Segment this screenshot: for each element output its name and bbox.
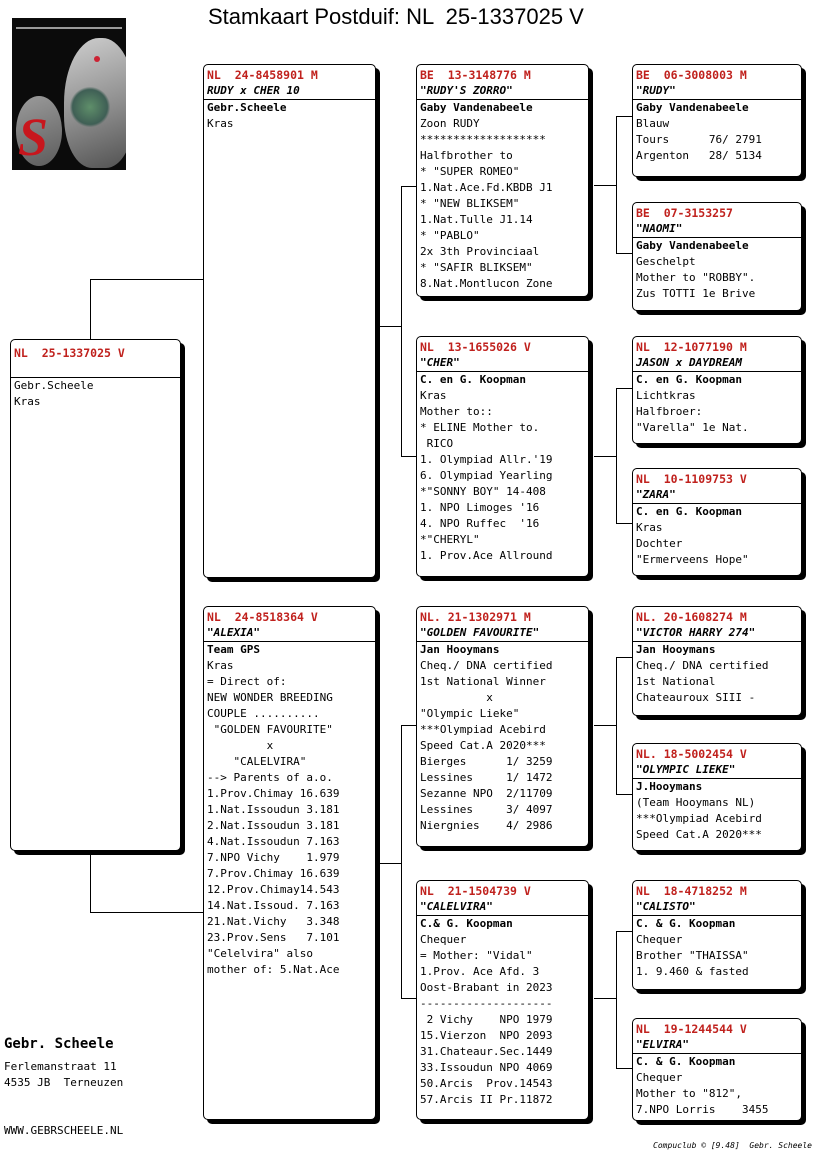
card-details <box>417 116 588 292</box>
pigeon-image <box>64 38 126 168</box>
detail-line: Chequer <box>636 933 683 946</box>
paternal-grandmother-card[interactable] <box>416 336 589 577</box>
great-grandparent-card[interactable] <box>632 1018 802 1121</box>
maternal-grandmother-card[interactable] <box>416 880 589 1120</box>
card-details <box>417 658 588 834</box>
detail-line: 1. NPO Limoges '16 <box>420 501 540 514</box>
great-grandparent-card[interactable] <box>632 64 802 177</box>
great-grandparent-card[interactable] <box>632 336 802 444</box>
detail-line: ***Olympiad Acebird <box>636 812 762 825</box>
connector <box>401 186 402 456</box>
detail-line: 14.Nat.Issoud. 7.163 <box>207 899 340 912</box>
detail-line: ***Olympiad Acebird <box>420 723 546 736</box>
connector <box>616 931 617 1068</box>
detail-line: Blauw <box>636 117 670 130</box>
owner-name: C. en G. Koopman <box>636 373 742 386</box>
detail-line: NEW WONDER BREEDING <box>207 691 333 704</box>
connector <box>616 794 633 795</box>
detail-line: -------------------- <box>420 997 553 1010</box>
detail-line: 7.NPO Vichy 1.979 <box>207 851 340 864</box>
card-details <box>417 932 588 1108</box>
club-logo <box>12 18 126 170</box>
ring-number: NL 18-4718252 M <box>636 884 747 898</box>
connector <box>616 931 633 932</box>
owner-name: C. & G. Koopman <box>636 917 736 930</box>
detail-line: COUPLE .......... <box>207 707 320 720</box>
ring-number: BE 06-3008003 M <box>636 68 747 82</box>
detail-line: = Mother: "Vidal" <box>420 949 533 962</box>
detail-line: "Celelvira" also <box>207 947 313 960</box>
detail-line: 1.Prov. Ace Afd. 3 <box>420 965 540 978</box>
pigeon-name: "CHER" <box>417 355 588 372</box>
detail-line: 1st National <box>636 675 716 688</box>
ring-number: NL 19-1244544 V <box>636 1022 747 1036</box>
detail-line: * "PABLO" <box>420 229 480 242</box>
card-details <box>633 520 801 568</box>
pigeon-name: "CALELVIRA" <box>417 899 588 916</box>
detail-line: 1.Nat.Tulle J1.14 <box>420 213 533 226</box>
ring-number: NL 24-8458901 M <box>207 68 318 82</box>
pigeon-name: "RUDY" <box>633 83 801 100</box>
pigeon-name: "NAOMI" <box>633 221 801 238</box>
connector <box>594 456 617 457</box>
detail-line: Cheq./ DNA certified <box>420 659 553 672</box>
detail-line: Bierges 1/ 3259 <box>420 755 553 768</box>
detail-line: Halfbrother to <box>420 149 513 162</box>
detail-line: 15.Vierzon NPO 2093 <box>420 1029 553 1042</box>
detail-line: RICO <box>420 437 454 450</box>
pigeon-name: "CALISTO" <box>633 899 801 916</box>
detail-line: Niergnies 4/ 2986 <box>420 819 553 832</box>
subject-card[interactable] <box>10 339 181 851</box>
ring-number: NL 21-1504739 V <box>420 884 531 898</box>
ring-number: NL. 20-1608274 M <box>636 610 747 624</box>
ring-number: NL. 18-5002454 V <box>636 747 747 761</box>
great-grandparent-card[interactable] <box>632 468 802 576</box>
detail-line: "Varella" 1e Nat. <box>636 421 749 434</box>
detail-line: *"SONNY BOY" 14-408 <box>420 485 546 498</box>
detail-line: 2.Nat.Issoudun 3.181 <box>207 819 340 832</box>
detail-line: = Direct of: <box>207 675 287 688</box>
ring-number: BE 13-3148776 M <box>420 68 531 82</box>
detail-line: 1. Prov.Ace Allround <box>420 549 553 562</box>
connector <box>616 253 633 254</box>
detail-line: 57.Arcis II Pr.11872 <box>420 1093 553 1106</box>
owner-name: C. & G. Koopman <box>636 1055 736 1068</box>
card-details <box>633 116 801 164</box>
breeder-street: Ferlemanstraat 11 <box>4 1060 117 1073</box>
pigeon-name: "RUDY'S ZORRO" <box>417 83 588 100</box>
detail-line: Speed Cat.A 2020*** <box>420 739 546 752</box>
breeder-name: Gebr. Scheele <box>4 1036 114 1052</box>
detail-line: 2 Vichy NPO 1979 <box>420 1013 553 1026</box>
paternal-grandfather-card[interactable] <box>416 64 589 297</box>
connector <box>616 388 633 389</box>
detail-line: 7.Prov.Chimay 16.639 <box>207 867 340 880</box>
great-grandparent-card[interactable] <box>632 743 802 851</box>
detail-line: 4.Nat.Issoudun 7.163 <box>207 835 340 848</box>
breeder-city: 4535 JB Terneuzen <box>4 1076 124 1089</box>
detail-line: Halfbroer: <box>636 405 703 418</box>
owner-name: Gaby Vandenabeele <box>636 239 749 252</box>
owner-name: C. en G. Koopman <box>636 505 742 518</box>
detail-line: Kras <box>207 117 234 130</box>
detail-line: Chequer <box>420 933 467 946</box>
owner-name: Gaby Vandenabeele <box>420 101 533 114</box>
maternal-grandfather-card[interactable] <box>416 606 589 847</box>
connector <box>401 998 417 999</box>
ring-number: NL 12-1077190 M <box>636 340 747 354</box>
detail-line: 23.Prov.Sens 7.101 <box>207 931 340 944</box>
detail-line: 1st National Winner <box>420 675 546 688</box>
connector <box>401 456 417 457</box>
detail-line: Lessines 3/ 4097 <box>420 803 553 816</box>
detail-line: Mother to "ROBBY". <box>636 271 756 284</box>
owner-name: C. en G. Koopman <box>420 373 526 386</box>
detail-line: --> Parents of a.o. <box>207 771 333 784</box>
connector <box>90 279 203 280</box>
name-line <box>11 361 180 378</box>
detail-line: Oost-Brabant in 2023 <box>420 981 553 994</box>
card-details <box>417 388 588 564</box>
detail-line: x <box>207 739 274 752</box>
detail-line: 1.Prov.Chimay 16.639 <box>207 787 340 800</box>
card-details <box>633 932 801 980</box>
owner-name: Gaby Vandenabeele <box>636 101 749 114</box>
detail-line: *"CHERYL" <box>420 533 480 546</box>
connector <box>616 116 617 253</box>
connector <box>594 725 617 726</box>
detail-line: Lessines 1/ 1472 <box>420 771 553 784</box>
ring-number: NL 13-1655026 V <box>420 340 531 354</box>
detail-line: "Ermerveens Hope" <box>636 553 749 566</box>
owner-name: Jan Hooymans <box>420 643 500 656</box>
card-details <box>633 1070 801 1118</box>
detail-line: Lichtkras <box>636 389 696 402</box>
pigeon-name: "VICTOR HARRY 274" <box>633 625 801 642</box>
detail-line: Zoon RUDY <box>420 117 480 130</box>
connector <box>616 523 633 524</box>
detail-line: "CALELVIRA" <box>207 755 307 768</box>
detail-line: "GOLDEN FAVOURITE" <box>207 723 333 736</box>
detail-line: 8.Nat.Montlucon Zone <box>420 277 553 290</box>
detail-line: 1.Nat.Issoudun 3.181 <box>207 803 340 816</box>
great-grandparent-card[interactable] <box>632 606 802 716</box>
detail-line: 6. Olympiad Yearling <box>420 469 553 482</box>
detail-line: Chateauroux SIII - <box>636 691 756 704</box>
detail-line: 1. Olympiad Allr.'19 <box>420 453 553 466</box>
card-details <box>633 388 801 436</box>
card-details <box>633 795 801 843</box>
connector <box>401 725 417 726</box>
connector <box>401 725 402 998</box>
detail-line: Zus TOTTI 1e Brive <box>636 287 756 300</box>
connector <box>380 326 402 327</box>
detail-line: Mother to:: <box>420 405 493 418</box>
connector <box>616 657 633 658</box>
owner-name: Gebr.Scheele <box>207 101 287 114</box>
pigeon-name: "GOLDEN FAVOURITE" <box>417 625 588 642</box>
detail-line: Gebr.Scheele <box>14 379 94 392</box>
owner-name: Team GPS <box>207 643 260 656</box>
card-details <box>633 254 801 302</box>
detail-line: mother of: 5.Nat.Ace <box>207 963 340 976</box>
ring-number: NL. 21-1302971 M <box>420 610 531 624</box>
detail-line: Geschelpt <box>636 255 696 268</box>
detail-line: 12.Prov.Chimay14.543 <box>207 883 340 896</box>
card-details <box>633 658 801 706</box>
logo-letter: S <box>18 107 49 167</box>
detail-line: 31.Chateaur.Sec.1449 <box>420 1045 553 1058</box>
connector <box>594 185 617 186</box>
father-card[interactable] <box>203 64 376 578</box>
detail-line: x <box>420 691 493 704</box>
owner-name: J.Hooymans <box>636 780 703 793</box>
pigeon-name: JASON x DAYDREAM <box>633 355 801 372</box>
pigeon-name: "ZARA" <box>633 487 801 504</box>
website-link[interactable]: WWW.GEBRSCHEELE.NL <box>4 1124 124 1137</box>
connector <box>616 1068 633 1069</box>
card-details <box>204 116 375 132</box>
detail-line: Sezanne NPO 2/11709 <box>420 787 553 800</box>
detail-line: Cheq./ DNA certified <box>636 659 769 672</box>
detail-line: Kras <box>207 659 234 672</box>
pigeon-name: "ELVIRA" <box>633 1037 801 1054</box>
detail-line: Dochter <box>636 537 683 550</box>
connector <box>594 998 617 999</box>
pigeon-name: "ALEXIA" <box>204 625 375 642</box>
owner-name: Jan Hooymans <box>636 643 716 656</box>
detail-line: * "SUPER ROMEO" <box>420 165 520 178</box>
card-details <box>204 658 375 978</box>
detail-line: * "SAFIR BLIKSEM" <box>420 261 533 274</box>
detail-line: Kras <box>636 521 663 534</box>
detail-line: Kras <box>420 389 447 402</box>
connector <box>401 186 417 187</box>
detail-line: ******************* <box>420 133 546 146</box>
detail-line: 33.Issoudun NPO 4069 <box>420 1061 553 1074</box>
detail-line: Kras <box>14 395 41 408</box>
card-details <box>11 378 180 410</box>
detail-line: 21.Nat.Vichy 3.348 <box>207 915 340 928</box>
connector <box>90 912 203 913</box>
footer-credit: Compuclub © [9.48] Gebr. Scheele <box>653 1141 812 1150</box>
great-grandparent-card[interactable] <box>632 202 802 311</box>
detail-line: * ELINE Mother to. <box>420 421 540 434</box>
detail-line: Tours 76/ 2791 <box>636 133 762 146</box>
detail-line: 2x 3th Provinciaal <box>420 245 540 258</box>
ring-number: BE 07-3153257 <box>636 206 733 220</box>
page-title: Stamkaart Postduif: NL 25-1337025 V <box>208 4 584 29</box>
detail-line: Brother "THAISSA" <box>636 949 749 962</box>
owner-name: C.& G. Koopman <box>420 917 513 930</box>
detail-line: Chequer <box>636 1071 683 1084</box>
ring-number: NL 24-8518364 V <box>207 610 318 624</box>
detail-line: 7.NPO Lorris 3455 <box>636 1103 769 1116</box>
detail-line: 1.Nat.Ace.Fd.KBDB J1 <box>420 181 553 194</box>
detail-line: Speed Cat.A 2020*** <box>636 828 762 841</box>
ring-number: NL 10-1109753 V <box>636 472 747 486</box>
connector <box>616 116 633 117</box>
logo-strip <box>16 27 122 29</box>
pigeon-name: RUDY x CHER 10 <box>204 83 375 100</box>
detail-line: 50.Arcis Prov.14543 <box>420 1077 553 1090</box>
connector <box>90 279 91 341</box>
connector <box>616 657 617 794</box>
ring-number: NL 25-1337025 V <box>14 346 125 360</box>
connector <box>616 388 617 523</box>
detail-line: Argenton 28/ 5134 <box>636 149 762 162</box>
detail-line: * "NEW BLIKSEM" <box>420 197 520 210</box>
connector <box>90 850 91 912</box>
detail-line: (Team Hooymans NL) <box>636 796 756 809</box>
detail-line: 4. NPO Ruffec '16 <box>420 517 540 530</box>
connector <box>380 863 402 864</box>
mother-card[interactable] <box>203 606 376 1120</box>
detail-line: "Olympic Lieke" <box>420 707 520 720</box>
pigeon-name: "OLYMPIC LIEKE" <box>633 762 801 779</box>
detail-line: 1. 9.460 & fasted <box>636 965 749 978</box>
detail-line: Mother to "812", <box>636 1087 742 1100</box>
great-grandparent-card[interactable] <box>632 880 802 990</box>
